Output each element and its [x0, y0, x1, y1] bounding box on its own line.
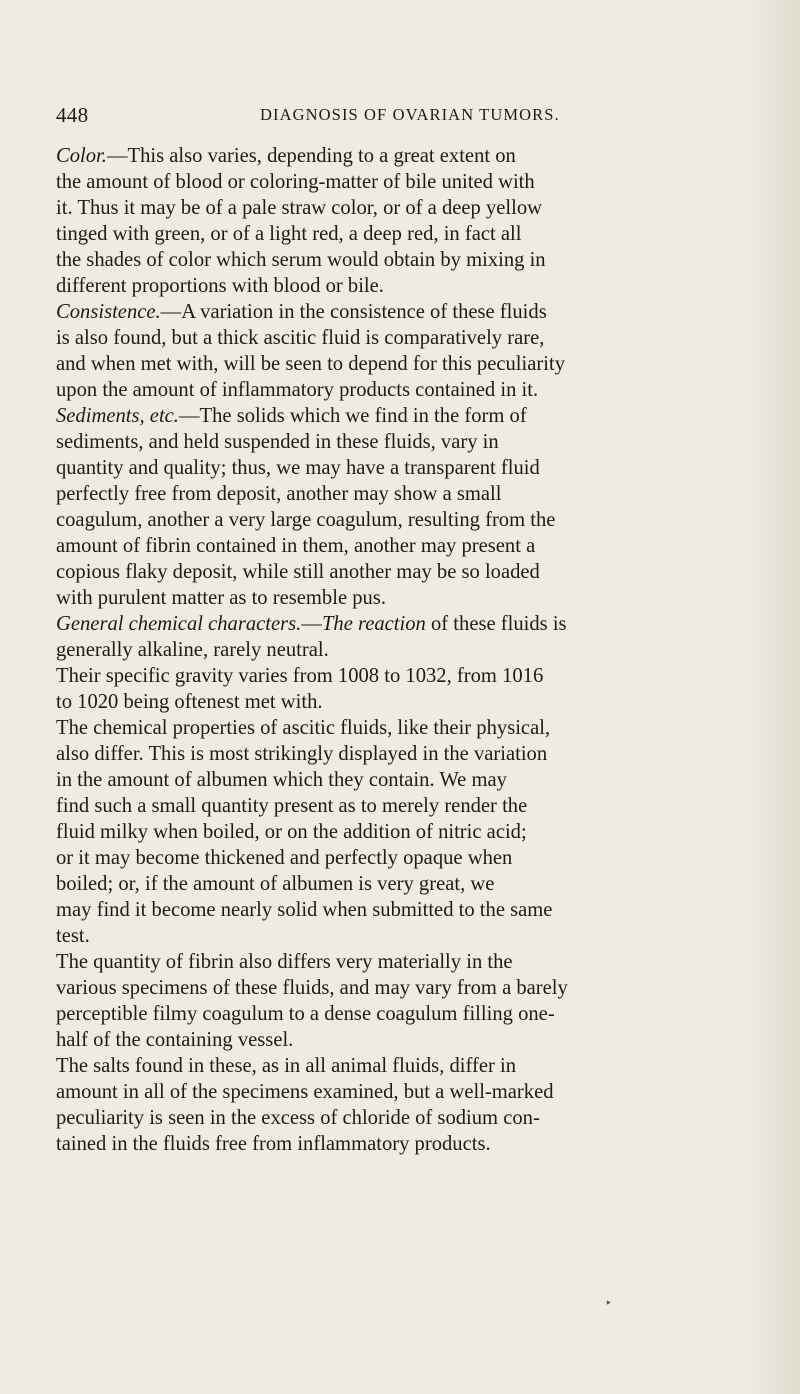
paragraph-text: —The solids which we find in the form of sediments, and held suspended in these fluids, vary in quantity and quality; thus, we may have a transparent fluid perfectly free from deposit, another may show a small coagulum, another a very large coagulum, resulting from the amount of fibrin contained in them, another may present a copious flaky deposit, while still another may be so loaded with purulent matter as to resemble pus.: [56, 405, 556, 609]
body-text: [56, 143, 736, 1157]
paragraph-chemical-characters: General chemical characters.—The reaction of these fluids is generally alkaline, rarely neutral.: [56, 613, 567, 661]
paragraph-text: Their specific gravity varies from 1008 to 1032, from 1016 to 1020 being oftenest met with.: [56, 665, 544, 713]
paragraph-lead-secondary: The reaction: [321, 613, 426, 635]
paragraph-albumen: [56, 715, 736, 949]
paragraph-text: The salts found in these, as in all animal fluids, differ in amount in all of the specimens examined, but a well-marked peculiarity is seen in the excess of chloride of sodium con- tained in the fluids free from inflammatory products.: [56, 1055, 554, 1155]
paragraph-consistence: [56, 299, 736, 403]
printer-mark: ‣: [605, 1296, 613, 1310]
page-number: 448: [56, 103, 89, 127]
running-title: DIAGNOSIS OF OVARIAN TUMORS.: [260, 105, 560, 124]
paragraph-text: —A variation in the consistence of these fluids is also found, but a thick ascitic fluid is comparatively rare, and when met with, will be seen to depend for this peculiarity upon the amount of inflammatory products contained in it.: [56, 301, 565, 401]
paragraph-sediments: [56, 403, 736, 611]
paragraph-lead: Color.: [56, 145, 107, 167]
paragraph-fibrin: [56, 949, 736, 1053]
running-head: [0, 103, 800, 133]
paragraph-text: The chemical properties of ascitic fluids, like their physical, also differ. This is most strikingly displayed in the variation in the amount of albumen which they contain. We may find such a small quantity present as to merely render the fluid milky when boiled, or on the addition of nitric acid; or it may become thickened and perfectly opaque when boiled; or, if the amount of albumen is very great, we may find it become nearly solid when submitted to the same test.: [56, 717, 553, 947]
paragraph-salts: [56, 1053, 736, 1157]
paragraph-lead: Sediments, etc.: [56, 405, 179, 427]
paragraph-specific-gravity: [56, 663, 736, 715]
paragraph-color: [56, 143, 736, 299]
paragraph-text: of these fluids is generally alkaline, rarely neutral.: [56, 613, 567, 661]
paragraph-lead: Consistence.: [56, 301, 161, 323]
paragraph-text: The quantity of fibrin also differs very materially in the various specimens of these fluids, and may vary from a barely perceptible filmy coagulum to a dense coagulum filling one- half of the containing vessel.: [56, 951, 568, 1051]
paragraph-text: —This also varies, depending to a great extent on the amount of blood or coloring-matter of bile united with it. Thus it may be of a pale straw color, or of a deep yellow tinged with green, or of a light red, a deep red, in fact all the shades of color which serum would obtain by mixing in different proportions with blood or bile.: [56, 145, 546, 297]
paragraph-lead: General chemical characters.: [56, 613, 302, 635]
